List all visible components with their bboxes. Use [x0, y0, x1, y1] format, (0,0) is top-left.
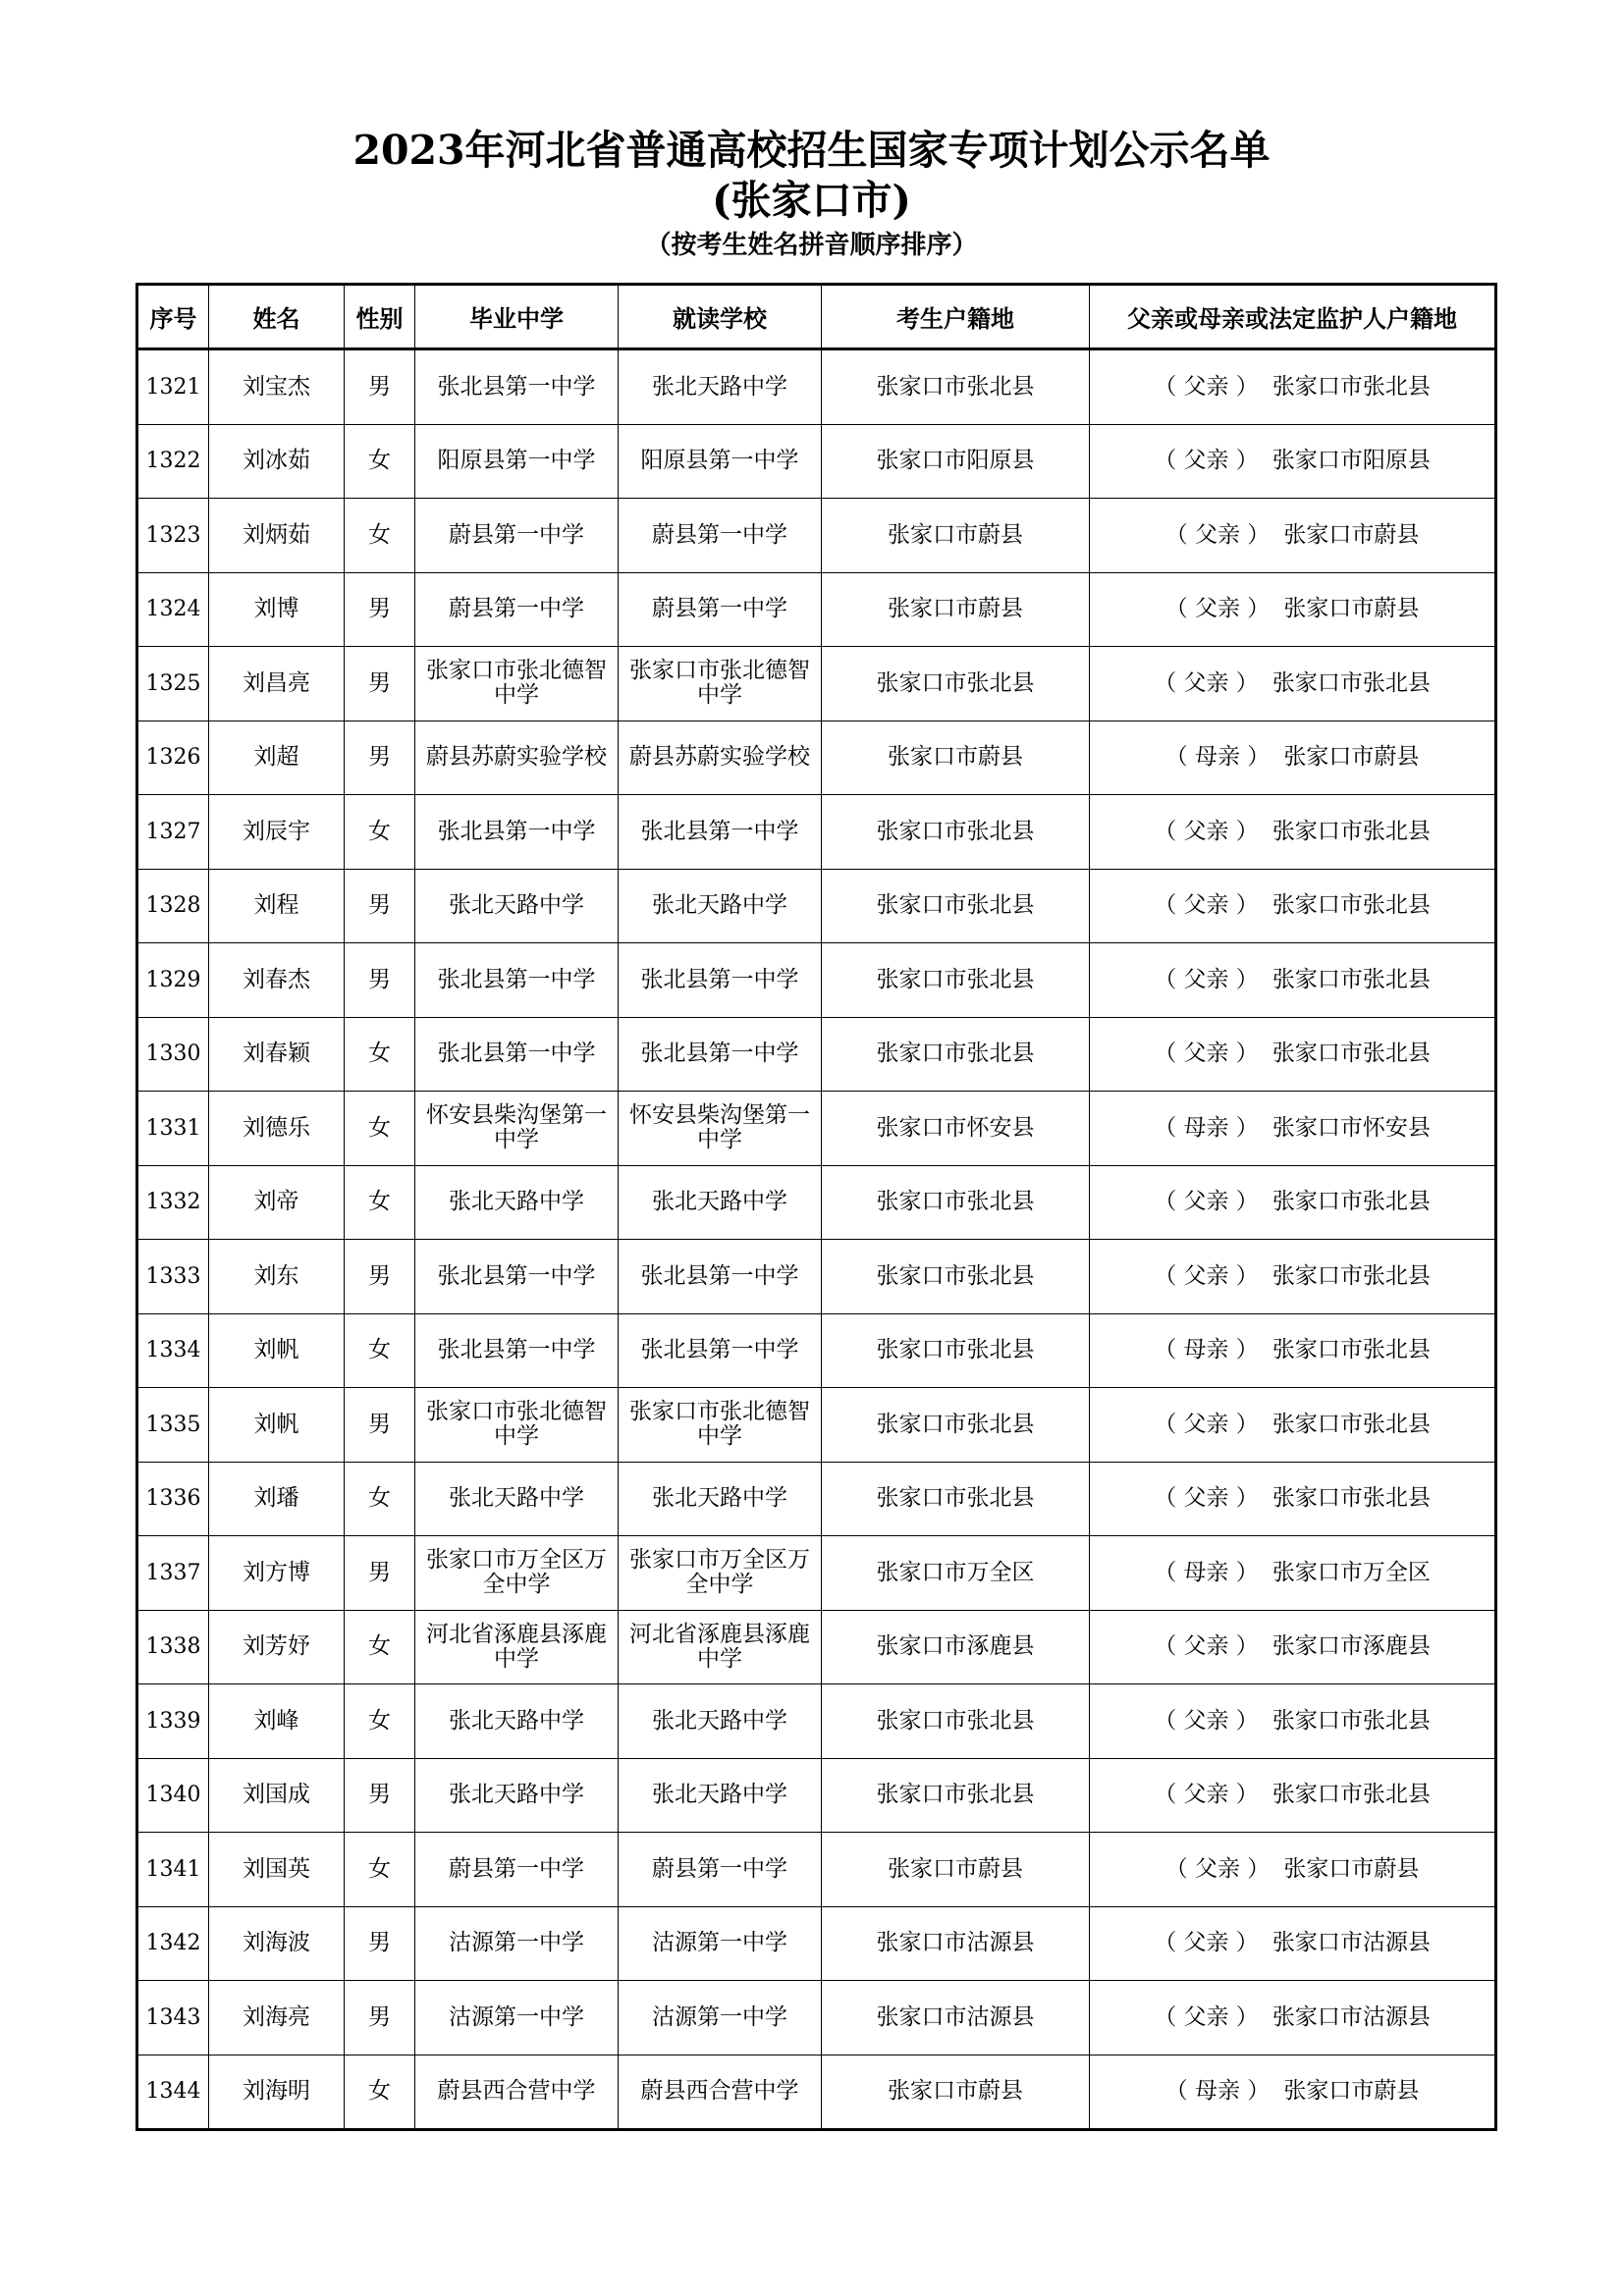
table-row — [137, 572, 1496, 647]
table-row — [137, 1388, 1496, 1463]
cell-gender: 男 — [345, 1536, 415, 1611]
cell-gender: 女 — [345, 1165, 415, 1240]
header-name: 姓名 — [209, 285, 345, 349]
cell-residence: 张家口市阳原县 — [822, 424, 1090, 499]
guardian-relation: （ 父亲 ） — [1154, 1633, 1259, 1660]
cell-name: 刘海明 — [209, 2055, 345, 2130]
cell-no: 1341 — [137, 1833, 209, 1907]
cell-gender: 男 — [345, 1388, 415, 1463]
cell-residence: 张家口市涿鹿县 — [822, 1610, 1090, 1684]
table-row — [137, 1906, 1496, 1981]
cell-current-school: 张北县第一中学 — [619, 795, 822, 870]
cell-grad-school: 张北天路中学 — [415, 1684, 619, 1759]
cell-name: 刘东 — [209, 1240, 345, 1314]
cell-grad-school: 张北县第一中学 — [415, 943, 619, 1018]
cell-gender: 女 — [345, 1313, 415, 1388]
cell-name: 刘帆 — [209, 1313, 345, 1388]
cell-no: 1344 — [137, 2055, 209, 2130]
cell-guardian — [1090, 869, 1496, 943]
cell-no: 1340 — [137, 1758, 209, 1833]
cell-name: 刘春杰 — [209, 943, 345, 1018]
guardian-residence: 张家口市张北县 — [1271, 1041, 1431, 1067]
cell-name: 刘程 — [209, 869, 345, 943]
cell-residence: 张家口市怀安县 — [822, 1092, 1090, 1166]
guardian-residence: 张家口市张北县 — [1271, 373, 1431, 400]
cell-guardian — [1090, 2055, 1496, 2130]
cell-residence: 张家口市张北县 — [822, 869, 1090, 943]
cell-name: 刘国英 — [209, 1833, 345, 1907]
cell-name: 刘超 — [209, 721, 345, 795]
cell-no: 1322 — [137, 424, 209, 499]
cell-grad-school: 张北县第一中学 — [415, 1017, 619, 1092]
cell-residence: 张家口市张北县 — [822, 943, 1090, 1018]
cell-residence: 张家口市蔚县 — [822, 721, 1090, 795]
cell-current-school: 怀安县柴沟堡第一中学 — [619, 1092, 822, 1166]
cell-gender: 男 — [345, 943, 415, 1018]
cell-grad-school: 张家口市张北德智中学 — [415, 647, 619, 721]
cell-name: 刘冰茹 — [209, 424, 345, 499]
header-guardian-residence: 父亲或母亲或法定监护人户籍地 — [1090, 285, 1496, 349]
cell-grad-school: 河北省涿鹿县涿鹿中学 — [415, 1610, 619, 1684]
cell-guardian — [1090, 1610, 1496, 1684]
guardian-relation: （ 父亲 ） — [1154, 669, 1259, 696]
guardian-relation: （ 母亲 ） — [1154, 1337, 1259, 1363]
guardian-relation: （ 父亲 ） — [1154, 818, 1259, 844]
cell-guardian — [1090, 1462, 1496, 1536]
table-row — [137, 1313, 1496, 1388]
cell-no: 1338 — [137, 1610, 209, 1684]
table-row — [137, 795, 1496, 870]
cell-current-school: 张北天路中学 — [619, 869, 822, 943]
cell-no: 1342 — [137, 1906, 209, 1981]
cell-grad-school: 张家口市万全区万全中学 — [415, 1536, 619, 1611]
cell-residence: 张家口市万全区 — [822, 1536, 1090, 1611]
table-row — [137, 1833, 1496, 1907]
cell-name: 刘海亮 — [209, 1981, 345, 2056]
cell-current-school: 蔚县第一中学 — [619, 572, 822, 647]
cell-no: 1327 — [137, 795, 209, 870]
guardian-residence: 张家口市张北县 — [1271, 1337, 1431, 1363]
guardian-residence: 张家口市蔚县 — [1283, 1855, 1420, 1882]
cell-guardian — [1090, 1165, 1496, 1240]
cell-gender: 女 — [345, 795, 415, 870]
cell-guardian — [1090, 1684, 1496, 1759]
cell-residence: 张家口市蔚县 — [822, 2055, 1090, 2130]
guardian-residence: 张家口市张北县 — [1271, 892, 1431, 919]
cell-no: 1332 — [137, 1165, 209, 1240]
cell-gender: 女 — [345, 2055, 415, 2130]
table-row — [137, 1462, 1496, 1536]
cell-name: 刘芳妤 — [209, 1610, 345, 1684]
cell-grad-school: 沽源第一中学 — [415, 1906, 619, 1981]
guardian-relation: （ 母亲 ） — [1164, 2078, 1271, 2105]
cell-grad-school: 蔚县西合营中学 — [415, 2055, 619, 2130]
cell-no: 1334 — [137, 1313, 209, 1388]
cell-current-school: 张北县第一中学 — [619, 1017, 822, 1092]
cell-no: 1333 — [137, 1240, 209, 1314]
cell-residence: 张家口市蔚县 — [822, 572, 1090, 647]
table-row — [137, 424, 1496, 499]
cell-residence: 张家口市蔚县 — [822, 1833, 1090, 1907]
guardian-residence: 张家口市沽源县 — [1271, 1930, 1431, 1956]
table-row — [137, 2055, 1496, 2130]
cell-guardian — [1090, 1388, 1496, 1463]
cell-no: 1323 — [137, 499, 209, 573]
cell-name: 刘辰宇 — [209, 795, 345, 870]
guardian-relation: （ 父亲 ） — [1164, 1855, 1271, 1882]
cell-no: 1325 — [137, 647, 209, 721]
cell-residence: 张家口市张北县 — [822, 1462, 1090, 1536]
cell-gender: 男 — [345, 1240, 415, 1314]
cell-guardian — [1090, 1017, 1496, 1092]
cell-residence: 张家口市张北县 — [822, 1758, 1090, 1833]
cell-gender: 女 — [345, 499, 415, 573]
table-row — [137, 1758, 1496, 1833]
cell-residence: 张家口市张北县 — [822, 647, 1090, 721]
cell-current-school: 蔚县西合营中学 — [619, 2055, 822, 2130]
cell-current-school: 张家口市张北德智中学 — [619, 1388, 822, 1463]
guardian-residence: 张家口市蔚县 — [1283, 2078, 1420, 2105]
guardian-residence: 张家口市张北县 — [1271, 966, 1431, 992]
cell-name: 刘宝杰 — [209, 349, 345, 425]
cell-guardian — [1090, 1536, 1496, 1611]
cell-gender: 女 — [345, 1610, 415, 1684]
guardian-relation: （ 父亲 ） — [1154, 448, 1259, 474]
cell-name: 刘博 — [209, 572, 345, 647]
cell-current-school: 蔚县苏蔚实验学校 — [619, 721, 822, 795]
cell-name: 刘昌亮 — [209, 647, 345, 721]
guardian-relation: （ 母亲 ） — [1154, 1114, 1259, 1141]
cell-current-school: 张北天路中学 — [619, 1758, 822, 1833]
header-residence: 考生户籍地 — [822, 285, 1090, 349]
cell-name: 刘春颖 — [209, 1017, 345, 1092]
guardian-relation: （ 母亲 ） — [1154, 1559, 1259, 1585]
cell-gender: 男 — [345, 869, 415, 943]
guardian-relation: （ 母亲 ） — [1164, 744, 1271, 771]
cell-no: 1326 — [137, 721, 209, 795]
cell-no: 1335 — [137, 1388, 209, 1463]
table-row — [137, 1536, 1496, 1611]
cell-gender: 男 — [345, 349, 415, 425]
cell-grad-school: 张北天路中学 — [415, 869, 619, 943]
cell-grad-school: 蔚县苏蔚实验学校 — [415, 721, 619, 795]
cell-gender: 男 — [345, 1981, 415, 2056]
guardian-relation: （ 父亲 ） — [1154, 1485, 1259, 1512]
cell-guardian — [1090, 1833, 1496, 1907]
table-row — [137, 869, 1496, 943]
guardian-relation: （ 父亲 ） — [1154, 373, 1259, 400]
cell-grad-school: 张北县第一中学 — [415, 1240, 619, 1314]
cell-gender: 男 — [345, 721, 415, 795]
cell-grad-school: 蔚县第一中学 — [415, 572, 619, 647]
cell-residence: 张家口市张北县 — [822, 1240, 1090, 1314]
table-header-row — [137, 285, 1496, 349]
cell-grad-school: 张北县第一中学 — [415, 349, 619, 425]
cell-name: 刘海波 — [209, 1906, 345, 1981]
table-row — [137, 1092, 1496, 1166]
cell-current-school: 蔚县第一中学 — [619, 499, 822, 573]
cell-current-school: 沽源第一中学 — [619, 1906, 822, 1981]
table-body — [137, 349, 1496, 2130]
guardian-residence: 张家口市蔚县 — [1283, 596, 1420, 622]
cell-no: 1339 — [137, 1684, 209, 1759]
cell-residence: 张家口市张北县 — [822, 349, 1090, 425]
cell-residence: 张家口市张北县 — [822, 795, 1090, 870]
header-no: 序号 — [137, 285, 209, 349]
cell-current-school: 张北天路中学 — [619, 1684, 822, 1759]
cell-current-school: 蔚县第一中学 — [619, 1833, 822, 1907]
guardian-relation: （ 父亲 ） — [1154, 966, 1259, 992]
roster-table — [135, 283, 1497, 2131]
header-grad-school: 毕业中学 — [415, 285, 619, 349]
cell-residence: 张家口市张北县 — [822, 1388, 1090, 1463]
table-row — [137, 1017, 1496, 1092]
cell-gender: 女 — [345, 1684, 415, 1759]
guardian-residence: 张家口市蔚县 — [1283, 744, 1420, 771]
cell-grad-school: 阳原县第一中学 — [415, 424, 619, 499]
cell-name: 刘德乐 — [209, 1092, 345, 1166]
cell-name: 刘帝 — [209, 1165, 345, 1240]
cell-name: 刘方博 — [209, 1536, 345, 1611]
cell-name: 刘璠 — [209, 1462, 345, 1536]
cell-current-school: 沽源第一中学 — [619, 1981, 822, 2056]
table-row — [137, 943, 1496, 1018]
document-title: 2023年河北省普通高校招生国家专项计划公示名单 — [352, 127, 1271, 174]
cell-no: 1337 — [137, 1536, 209, 1611]
cell-name: 刘峰 — [209, 1684, 345, 1759]
guardian-residence: 张家口市阳原县 — [1271, 448, 1431, 474]
table-row — [137, 1684, 1496, 1759]
cell-no: 1330 — [137, 1017, 209, 1092]
table-row — [137, 647, 1496, 721]
guardian-relation: （ 父亲 ） — [1154, 1930, 1259, 1956]
cell-no: 1328 — [137, 869, 209, 943]
cell-name: 刘炳茹 — [209, 499, 345, 573]
cell-name: 刘国成 — [209, 1758, 345, 1833]
table-row — [137, 1240, 1496, 1314]
cell-guardian — [1090, 795, 1496, 870]
cell-no: 1336 — [137, 1462, 209, 1536]
cell-no: 1324 — [137, 572, 209, 647]
guardian-relation: （ 父亲 ） — [1154, 1411, 1259, 1437]
cell-guardian — [1090, 1981, 1496, 2056]
guardian-residence: 张家口市张北县 — [1271, 1189, 1431, 1215]
table-row — [137, 1981, 1496, 2056]
guardian-residence: 张家口市张北县 — [1271, 1707, 1431, 1734]
cell-guardian — [1090, 424, 1496, 499]
table-row — [137, 1165, 1496, 1240]
cell-gender: 女 — [345, 1092, 415, 1166]
guardian-residence: 张家口市张北县 — [1271, 1485, 1431, 1512]
cell-grad-school: 张北县第一中学 — [415, 795, 619, 870]
table-row — [137, 721, 1496, 795]
cell-current-school: 张北天路中学 — [619, 1165, 822, 1240]
cell-residence: 张家口市张北县 — [822, 1684, 1090, 1759]
cell-guardian — [1090, 1313, 1496, 1388]
cell-grad-school: 沽源第一中学 — [415, 1981, 619, 2056]
cell-gender: 男 — [345, 647, 415, 721]
cell-no: 1321 — [137, 349, 209, 425]
cell-gender: 男 — [345, 1906, 415, 1981]
table-row — [137, 499, 1496, 573]
cell-residence: 张家口市沽源县 — [822, 1981, 1090, 2056]
cell-gender: 女 — [345, 424, 415, 499]
cell-residence: 张家口市蔚县 — [822, 499, 1090, 573]
guardian-residence: 张家口市万全区 — [1271, 1559, 1431, 1585]
cell-gender: 男 — [345, 1758, 415, 1833]
cell-guardian — [1090, 349, 1496, 425]
cell-current-school: 张家口市张北德智中学 — [619, 647, 822, 721]
cell-grad-school: 张北天路中学 — [415, 1758, 619, 1833]
cell-grad-school: 张北县第一中学 — [415, 1313, 619, 1388]
cell-gender: 男 — [345, 572, 415, 647]
cell-no: 1343 — [137, 1981, 209, 2056]
cell-current-school: 河北省涿鹿县涿鹿中学 — [619, 1610, 822, 1684]
cell-guardian — [1090, 721, 1496, 795]
guardian-relation: （ 父亲 ） — [1154, 892, 1259, 919]
cell-residence: 张家口市张北县 — [822, 1313, 1090, 1388]
cell-gender: 女 — [345, 1462, 415, 1536]
guardian-relation: （ 父亲 ） — [1154, 1262, 1259, 1289]
cell-guardian — [1090, 1906, 1496, 1981]
document-subtitle: (张家口市) — [712, 177, 911, 224]
header-current-school: 就读学校 — [619, 285, 822, 349]
cell-grad-school: 怀安县柴沟堡第一中学 — [415, 1092, 619, 1166]
cell-current-school: 张家口市万全区万全中学 — [619, 1536, 822, 1611]
guardian-relation: （ 父亲 ） — [1154, 2003, 1259, 2030]
cell-no: 1331 — [137, 1092, 209, 1166]
cell-name: 刘帆 — [209, 1388, 345, 1463]
cell-residence: 张家口市张北县 — [822, 1165, 1090, 1240]
cell-no: 1329 — [137, 943, 209, 1018]
cell-grad-school: 张北天路中学 — [415, 1165, 619, 1240]
guardian-residence: 张家口市沽源县 — [1271, 2003, 1431, 2030]
guardian-relation: （ 父亲 ） — [1164, 521, 1271, 548]
cell-current-school: 张北县第一中学 — [619, 1240, 822, 1314]
cell-current-school: 张北县第一中学 — [619, 1313, 822, 1388]
cell-guardian — [1090, 572, 1496, 647]
cell-guardian — [1090, 499, 1496, 573]
cell-guardian — [1090, 1758, 1496, 1833]
cell-grad-school: 张北天路中学 — [415, 1462, 619, 1536]
guardian-residence: 张家口市张北县 — [1271, 1782, 1431, 1808]
guardian-relation: （ 父亲 ） — [1154, 1707, 1259, 1734]
cell-gender: 女 — [345, 1833, 415, 1907]
cell-grad-school: 张家口市张北德智中学 — [415, 1388, 619, 1463]
cell-current-school: 张北天路中学 — [619, 349, 822, 425]
cell-guardian — [1090, 1240, 1496, 1314]
cell-residence: 张家口市沽源县 — [822, 1906, 1090, 1981]
guardian-residence: 张家口市张北县 — [1271, 1262, 1431, 1289]
cell-grad-school: 蔚县第一中学 — [415, 499, 619, 573]
guardian-residence: 张家口市怀安县 — [1271, 1114, 1431, 1141]
guardian-relation: （ 父亲 ） — [1164, 596, 1271, 622]
cell-current-school: 张北县第一中学 — [619, 943, 822, 1018]
guardian-residence: 张家口市蔚县 — [1283, 521, 1420, 548]
cell-grad-school: 蔚县第一中学 — [415, 1833, 619, 1907]
guardian-residence: 张家口市张北县 — [1271, 818, 1431, 844]
cell-current-school: 张北天路中学 — [619, 1462, 822, 1536]
cell-guardian — [1090, 943, 1496, 1018]
cell-guardian — [1090, 647, 1496, 721]
cell-guardian — [1090, 1092, 1496, 1166]
table-row — [137, 349, 1496, 425]
table-row — [137, 1610, 1496, 1684]
cell-residence: 张家口市张北县 — [822, 1017, 1090, 1092]
guardian-relation: （ 父亲 ） — [1154, 1041, 1259, 1067]
guardian-relation: （ 父亲 ） — [1154, 1189, 1259, 1215]
cell-gender: 女 — [345, 1017, 415, 1092]
guardian-relation: （ 父亲 ） — [1154, 1782, 1259, 1808]
guardian-residence: 张家口市张北县 — [1271, 1411, 1431, 1437]
cell-current-school: 阳原县第一中学 — [619, 424, 822, 499]
guardian-residence: 张家口市张北县 — [1271, 669, 1431, 696]
sort-note: （按考生姓名拼音顺序排序） — [645, 231, 978, 260]
header-gender: 性别 — [345, 285, 415, 349]
guardian-residence: 张家口市涿鹿县 — [1271, 1633, 1431, 1660]
